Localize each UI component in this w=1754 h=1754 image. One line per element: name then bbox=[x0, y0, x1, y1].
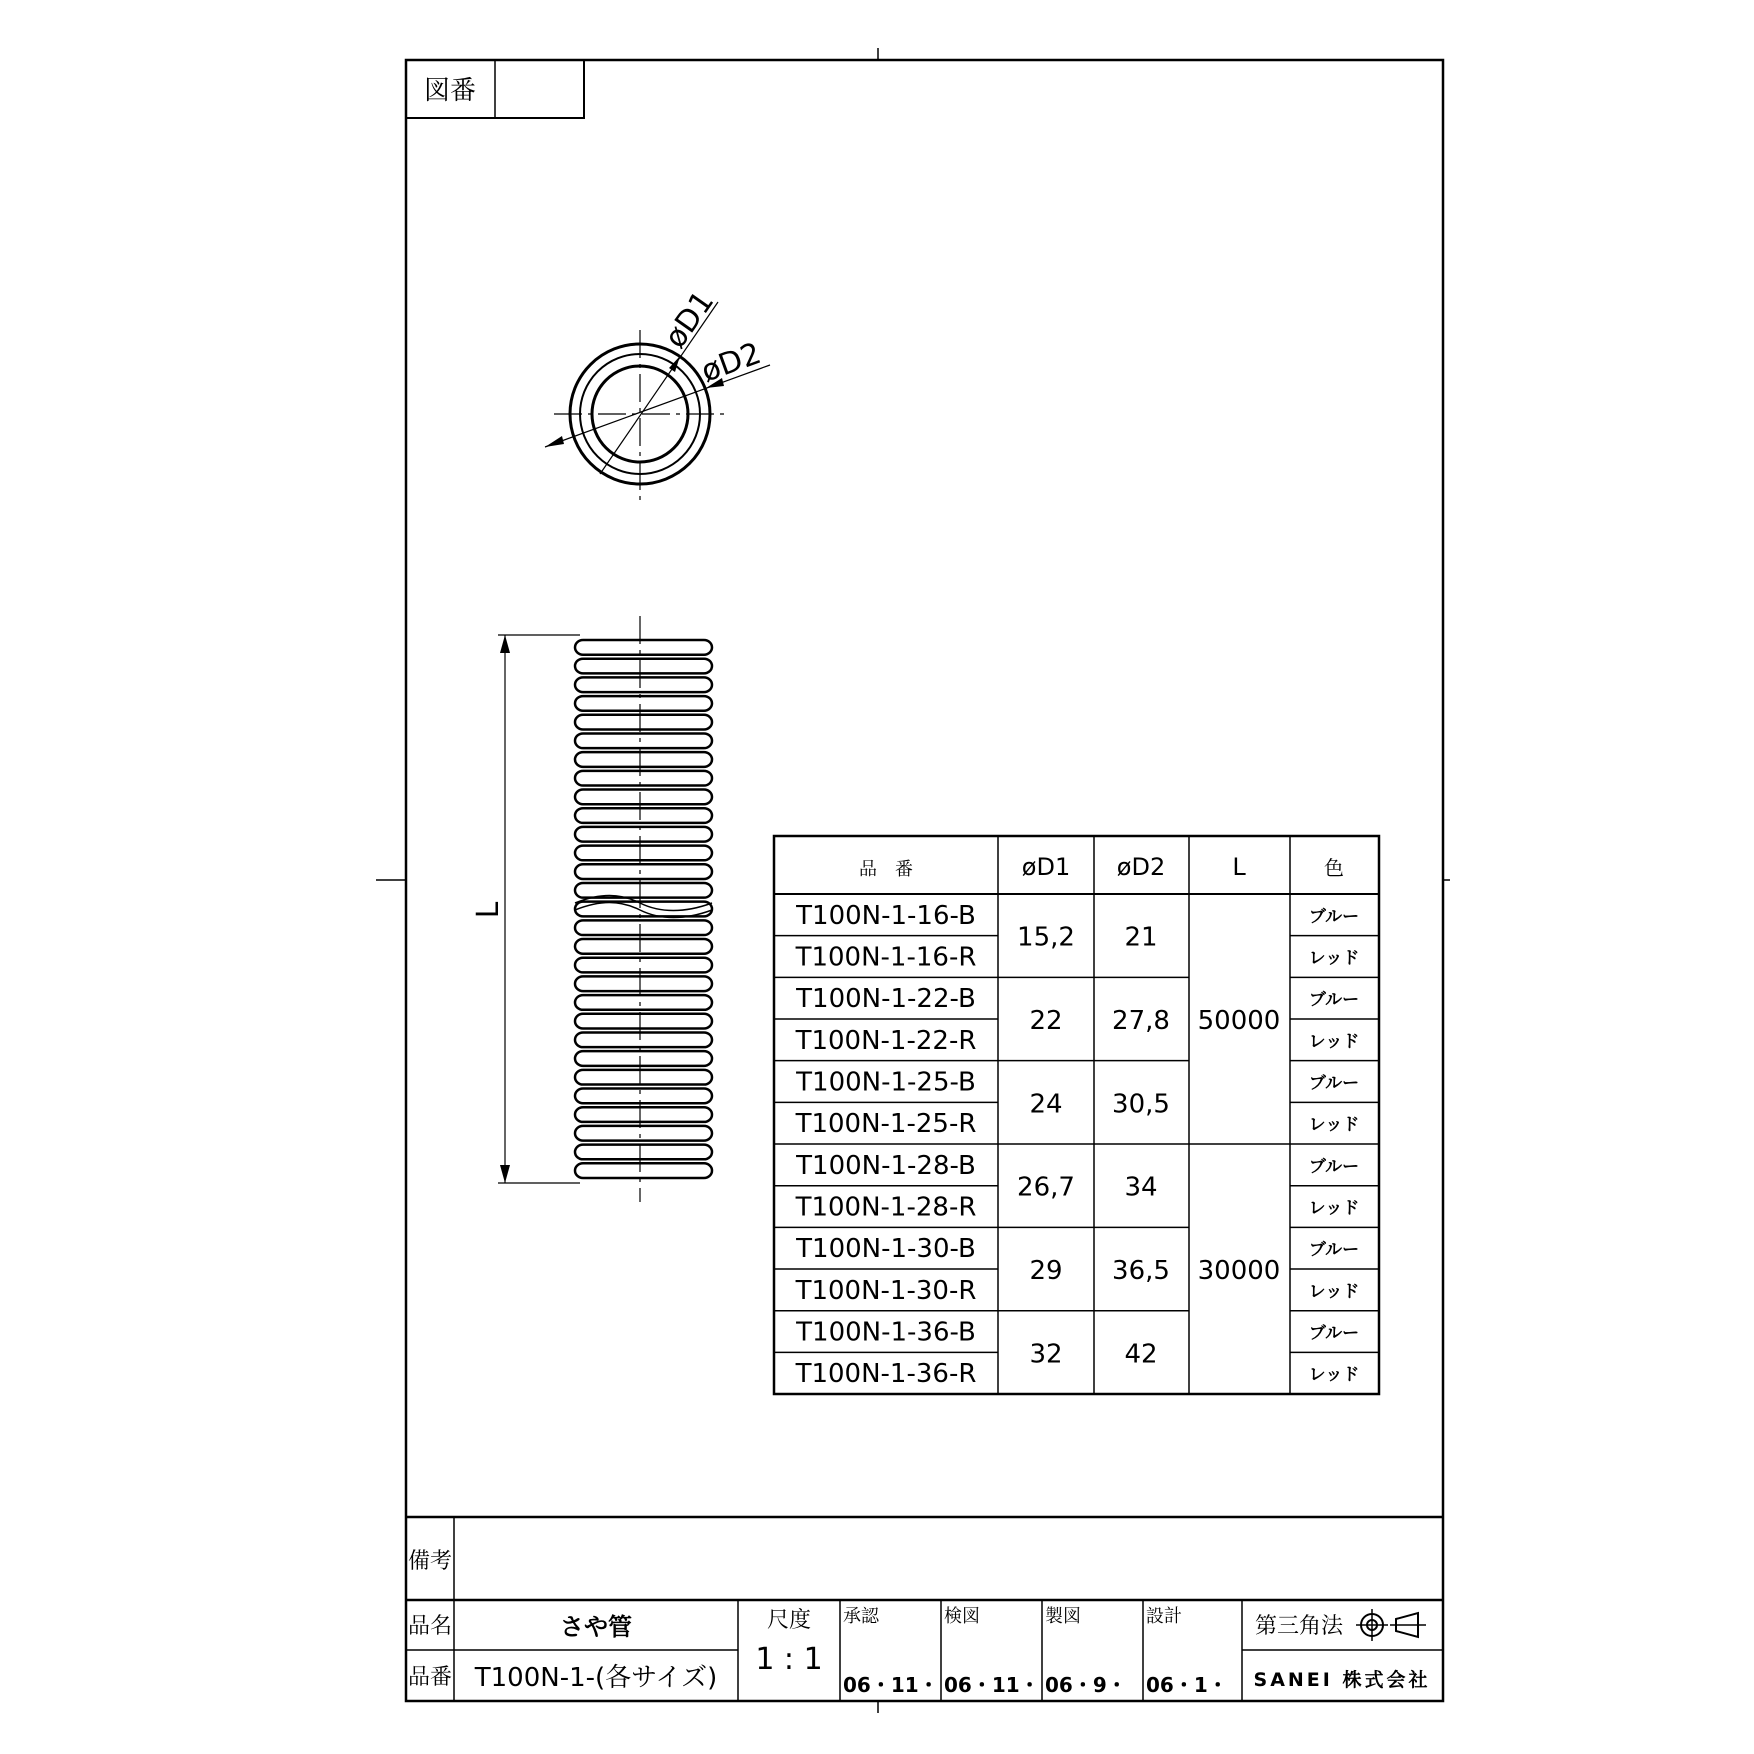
part-number-cell: T100N-1-16-B bbox=[796, 900, 976, 931]
color-cell: ブルー bbox=[1308, 1240, 1360, 1261]
pipe-rib bbox=[575, 1163, 712, 1178]
d2-dimension-label: øD2 bbox=[696, 335, 766, 390]
approval-label: 承認 bbox=[843, 1606, 879, 1627]
color-cell: レッド bbox=[1308, 1281, 1360, 1302]
length-cell: 30000 bbox=[1197, 1256, 1281, 1287]
color-cell: ブルー bbox=[1308, 1073, 1360, 1094]
color-cell: レッド bbox=[1308, 1365, 1360, 1386]
projection-label: 第三角法 bbox=[1255, 1614, 1344, 1639]
d2-cell: 21 bbox=[1124, 922, 1158, 953]
color-cell: ブルー bbox=[1308, 1323, 1360, 1344]
pipe-rib bbox=[575, 1014, 712, 1029]
header-color: 色 bbox=[1324, 856, 1344, 880]
pipe-rib bbox=[575, 1032, 712, 1047]
header-d1: øD1 bbox=[1021, 853, 1071, 881]
part-number-cell: T100N-1-30-R bbox=[795, 1275, 977, 1306]
pipe-rib bbox=[575, 640, 712, 655]
d2-arrowhead-left bbox=[545, 436, 564, 447]
d2-cell: 42 bbox=[1124, 1339, 1158, 1370]
pipe-end-view bbox=[545, 285, 770, 500]
part-number-cell: T100N-1-22-B bbox=[796, 984, 976, 1015]
pipe-rib bbox=[575, 939, 712, 954]
pipe-rib bbox=[575, 883, 712, 898]
color-cell: レッド bbox=[1308, 1115, 1360, 1136]
color-cell: レッド bbox=[1308, 1031, 1360, 1052]
d2-cell: 30,5 bbox=[1112, 1089, 1170, 1120]
pipe-rib bbox=[575, 659, 712, 674]
pipe-rib bbox=[575, 1051, 712, 1066]
d1-dimension-label: øD1 bbox=[657, 284, 722, 355]
scale-value: 1 : 1 bbox=[755, 1642, 823, 1677]
pipe-rib bbox=[575, 1145, 712, 1160]
title-block bbox=[406, 1517, 1443, 1701]
check-date: 06・11・ bbox=[944, 1673, 1040, 1697]
remarks-label: 備考 bbox=[407, 1549, 453, 1574]
pipe-rib bbox=[575, 677, 712, 692]
part-number-cell: T100N-1-22-R bbox=[795, 1025, 977, 1056]
pipe-rib bbox=[575, 771, 712, 786]
d1-cell: 32 bbox=[1029, 1339, 1063, 1370]
d2-cell: 36,5 bbox=[1112, 1256, 1170, 1287]
part-number-cell: T100N-1-28-R bbox=[795, 1192, 977, 1223]
color-cell: ブルー bbox=[1308, 990, 1360, 1011]
pipe-rib bbox=[575, 958, 712, 973]
pipe-rib bbox=[575, 696, 712, 711]
table-rows bbox=[795, 901, 1360, 1389]
pipe-side-view bbox=[471, 616, 712, 1202]
d1-arrowhead bbox=[669, 356, 680, 372]
pipe-rib bbox=[575, 1107, 712, 1122]
d1-cell: 29 bbox=[1029, 1256, 1063, 1287]
pipe-rib bbox=[575, 790, 712, 805]
drawing-number-label: 図番 bbox=[423, 76, 477, 106]
design-label: 設計 bbox=[1146, 1606, 1182, 1627]
name-label: 品名 bbox=[407, 1614, 453, 1639]
d1-cell: 22 bbox=[1029, 1006, 1063, 1037]
approval-date: 06・11・ bbox=[843, 1673, 939, 1697]
third-angle-projection-icon bbox=[1356, 1609, 1426, 1641]
name-value: さや管 bbox=[560, 1613, 632, 1641]
spec-table bbox=[774, 836, 1379, 1394]
design-date: 06・1・ bbox=[1146, 1673, 1228, 1697]
part-number-cell: T100N-1-30-B bbox=[796, 1234, 976, 1265]
draft-label: 製図 bbox=[1045, 1606, 1081, 1627]
d1-cell: 26,7 bbox=[1017, 1172, 1075, 1203]
part-number-cell: T100N-1-25-B bbox=[796, 1067, 976, 1098]
pipe-rib bbox=[575, 920, 712, 935]
color-cell: レッド bbox=[1308, 1198, 1360, 1219]
header-length: L bbox=[1232, 853, 1246, 881]
d2-cell: 27,8 bbox=[1112, 1006, 1170, 1037]
pipe-rib bbox=[575, 827, 712, 842]
pipe-rib bbox=[575, 1126, 712, 1141]
pipe-rib bbox=[575, 846, 712, 861]
pipe-rib bbox=[575, 733, 712, 748]
d1-cell: 24 bbox=[1029, 1089, 1063, 1120]
header-part-number: 品 番 bbox=[859, 859, 913, 880]
d2-cell: 34 bbox=[1124, 1172, 1158, 1203]
pipe-rib bbox=[575, 995, 712, 1010]
pipe-rib bbox=[575, 1070, 712, 1085]
pipe-rib bbox=[575, 715, 712, 730]
color-cell: レッド bbox=[1308, 948, 1360, 969]
pipe-rib bbox=[575, 864, 712, 879]
scale-label: 尺度 bbox=[766, 1608, 812, 1633]
length-cell: 50000 bbox=[1197, 1006, 1281, 1037]
part-number-cell: T100N-1-28-B bbox=[796, 1150, 976, 1181]
length-dimension-label: L bbox=[471, 901, 506, 919]
part-number-cell: T100N-1-25-R bbox=[795, 1109, 977, 1140]
pipe-rib bbox=[575, 752, 712, 767]
check-label: 検図 bbox=[944, 1606, 980, 1627]
draft-date: 06・9・ bbox=[1045, 1673, 1127, 1697]
pipe-rib bbox=[575, 808, 712, 823]
d1-cell: 15,2 bbox=[1017, 922, 1075, 953]
number-value: T100N-1-(各サイズ) bbox=[474, 1663, 718, 1693]
part-number-cell: T100N-1-36-B bbox=[796, 1317, 976, 1348]
header-d2: øD2 bbox=[1116, 853, 1166, 881]
pipe-rib bbox=[575, 976, 712, 991]
length-dimension bbox=[471, 635, 580, 1183]
color-cell: ブルー bbox=[1308, 1156, 1360, 1177]
drawing-number-box bbox=[406, 60, 584, 118]
part-number-cell: T100N-1-36-R bbox=[795, 1359, 977, 1390]
company-name: SANEI 株式会社 bbox=[1253, 1669, 1431, 1691]
pipe-rib bbox=[575, 1089, 712, 1104]
part-number-cell: T100N-1-16-R bbox=[795, 942, 977, 973]
number-label: 品番 bbox=[407, 1665, 453, 1690]
sheet-frame bbox=[376, 48, 1450, 1713]
color-cell: ブルー bbox=[1308, 906, 1360, 927]
